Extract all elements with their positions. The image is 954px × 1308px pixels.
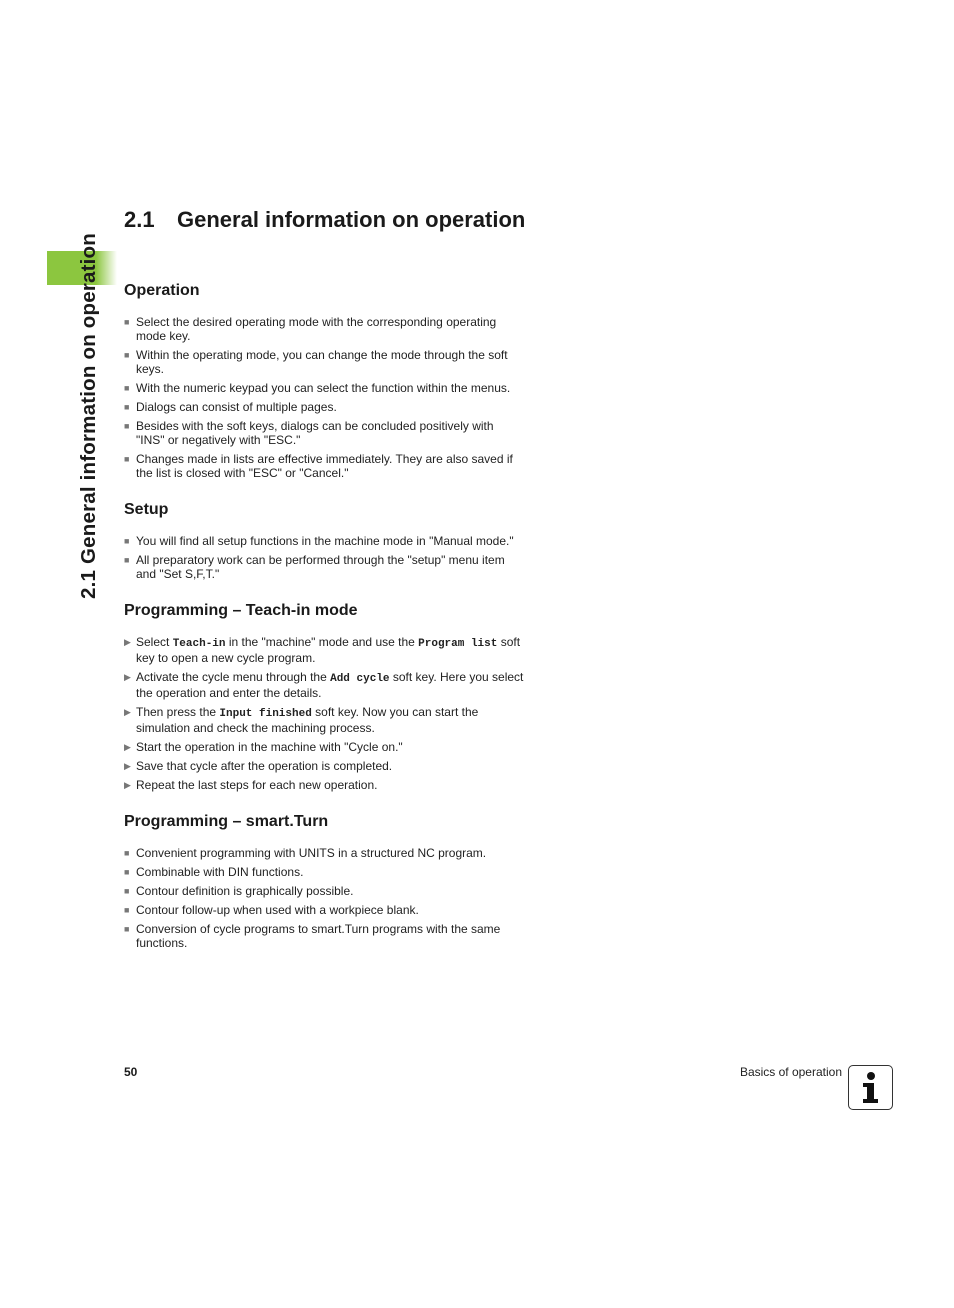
list-item: [124, 348, 524, 376]
item-text: soft key. Now you can start the simulation and check the machining process.: [136, 705, 479, 735]
square-bullet-icon: ■: [124, 924, 130, 934]
item-text: Activate the cycle menu through the: [136, 670, 331, 684]
bullet-list: [124, 846, 524, 950]
section-setup: [124, 499, 524, 581]
item-text: Conversion of cycle programs to smart.Turn programs with the same functions.: [136, 922, 501, 950]
list-item: [124, 705, 524, 735]
list-item: [124, 670, 524, 700]
section-operation: [124, 280, 524, 480]
item-text: Dialogs can consist of multiple pages.: [136, 400, 337, 414]
item-text: Contour follow-up when used with a workpiece blank.: [136, 903, 419, 917]
section-programming-teach-in-mode: [124, 600, 524, 792]
section-heading: Programming – Teach-in mode: [124, 602, 358, 619]
arrow-bullet-icon: ▶: [124, 672, 131, 682]
item-text: in the "machine" mode and use the: [225, 635, 419, 649]
item-text: Combinable with DIN functions.: [136, 865, 304, 879]
page-number: 50: [124, 1065, 138, 1079]
item-text: soft key. Here you select the operation and enter the details.: [136, 670, 524, 700]
section-heading: Programming – smart.Turn: [124, 813, 329, 830]
square-bullet-icon: ■: [124, 350, 130, 360]
section-heading: Operation: [124, 282, 200, 299]
section-heading: Setup: [124, 501, 169, 518]
list-item: [124, 419, 524, 447]
sidebar-chapter-title: 2.1 General information on operation: [77, 233, 100, 599]
list-item: [124, 740, 524, 754]
list-item: [124, 635, 524, 665]
item-text: With the numeric keypad you can select the function within the menus.: [136, 381, 511, 395]
item-text: Besides with the soft keys, dialogs can be concluded positively with "INS" or negatively with "ESC.": [136, 419, 494, 447]
list-item: [124, 884, 524, 898]
item-text: soft key to open a new cycle program.: [136, 635, 521, 665]
square-bullet-icon: ■: [124, 317, 130, 327]
item-text: You will find all setup functions in the machine mode in "Manual mode.": [136, 534, 514, 548]
footer-section-name: Basics of operation: [739, 1065, 842, 1079]
arrow-bullet-icon: ▶: [124, 780, 131, 790]
bullet-list: [124, 534, 524, 581]
list-item: [124, 865, 524, 879]
softkey-label: Add cycle: [330, 673, 390, 685]
main-content: [124, 280, 524, 969]
item-text: Within the operating mode, you can change the mode through the soft keys.: [136, 348, 508, 376]
square-bullet-icon: ■: [124, 454, 130, 464]
list-item: [124, 381, 524, 395]
square-bullet-icon: ■: [124, 536, 130, 546]
item-text: Convenient programming with UNITS in a structured NC program.: [136, 846, 487, 860]
item-text: All preparatory work can be performed through the "setup" menu item and "Set S,F,T.": [136, 553, 505, 581]
item-text: Repeat the last steps for each new operation.: [136, 778, 378, 792]
list-item: [124, 452, 524, 480]
chapter-title-text: General information on operation: [177, 207, 526, 232]
square-bullet-icon: ■: [124, 905, 130, 915]
list-item: [124, 400, 524, 414]
item-text: Save that cycle after the operation is completed.: [136, 759, 393, 773]
list-item: [124, 553, 524, 581]
arrow-bullet-icon: ▶: [124, 707, 131, 717]
item-text: Start the operation in the machine with "Cycle on.": [136, 740, 403, 754]
list-item: [124, 778, 524, 792]
arrow-bullet-icon: ▶: [124, 761, 131, 771]
list-item: [124, 846, 524, 860]
page-title: [124, 207, 544, 232]
softkey-label: Input finished: [219, 708, 312, 720]
softkey-label: Program list: [418, 638, 498, 650]
item-text: Select the desired operating mode with the corresponding operating mode key.: [136, 315, 497, 343]
item-text: Select: [136, 635, 173, 649]
list-item: [124, 315, 524, 343]
info-icon: [848, 1065, 893, 1110]
square-bullet-icon: ■: [124, 421, 130, 431]
item-text: Changes made in lists are effective immediately. They are also saved if the list is closed with "ESC" or "Cancel.": [136, 452, 513, 480]
square-bullet-icon: ■: [124, 886, 130, 896]
softkey-label: Teach-in: [172, 638, 226, 650]
list-item: [124, 534, 524, 548]
item-text: Then press the: [136, 705, 220, 719]
bullet-list: [124, 315, 524, 480]
item-text: Contour definition is graphically possible.: [136, 884, 354, 898]
square-bullet-icon: ■: [124, 555, 130, 565]
square-bullet-icon: ■: [124, 383, 130, 393]
arrow-bullet-icon: ▶: [124, 742, 131, 752]
bullet-list: [124, 635, 524, 792]
chapter-number: 2.1: [124, 207, 155, 232]
arrow-bullet-icon: ▶: [124, 637, 131, 647]
section-programming-smart-turn: [124, 811, 524, 950]
square-bullet-icon: ■: [124, 867, 130, 877]
square-bullet-icon: ■: [124, 848, 130, 858]
square-bullet-icon: ■: [124, 402, 130, 412]
list-item: [124, 903, 524, 917]
list-item: [124, 759, 524, 773]
list-item: [124, 922, 524, 950]
